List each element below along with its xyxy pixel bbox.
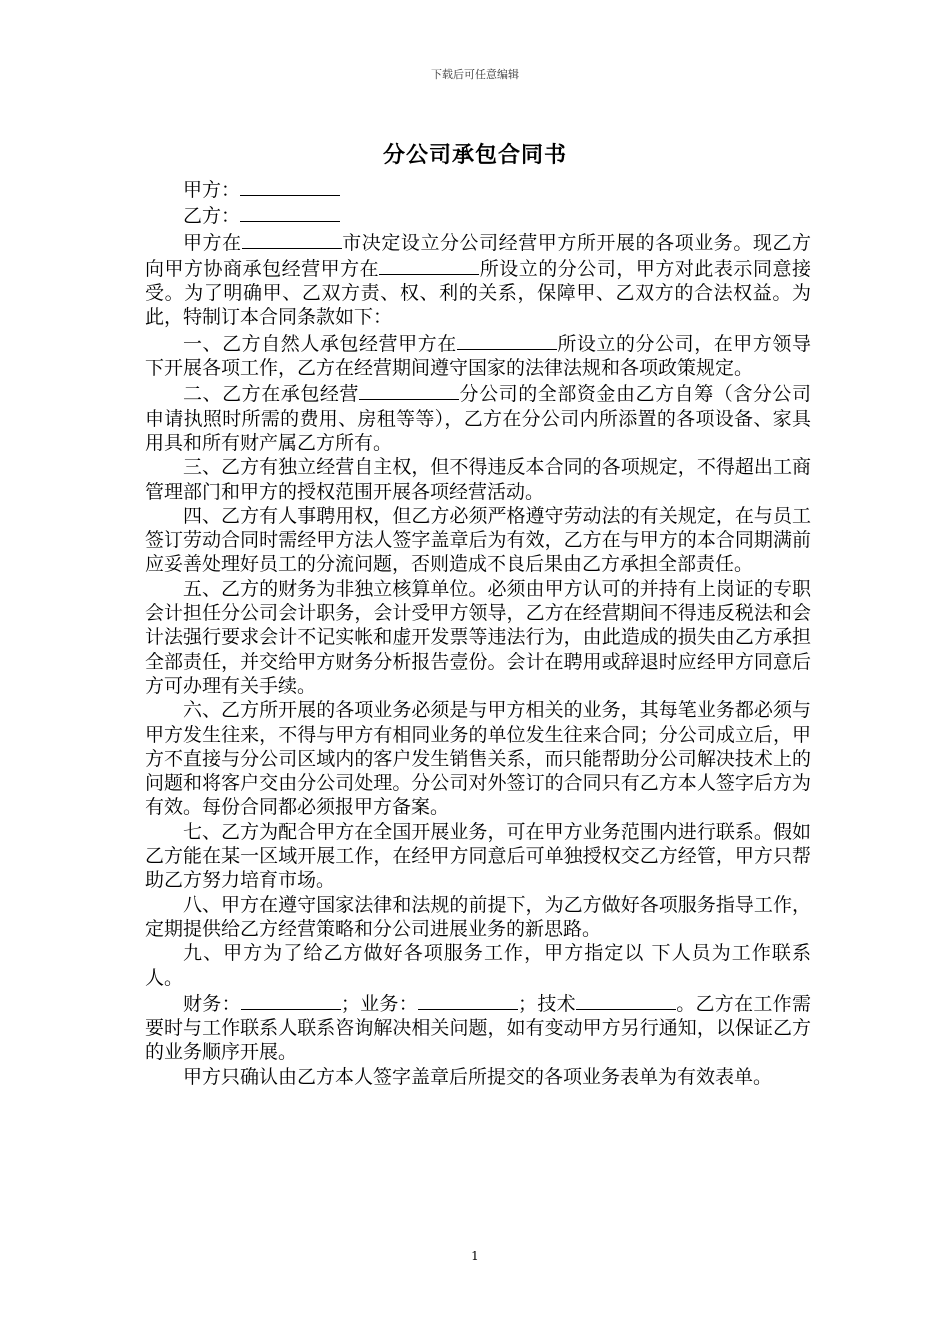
finance-label: 财务： [183,992,241,1015]
clause-6: 六、乙方所开展的各项业务必须是与甲方相关的业务，其每笔业务都必须与甲方发生往来，不得与甲方有相同业务的单位发生往来合同；分公司成立后，甲方不直接与分公司区域内的客户发生销售关系，而只能帮助分公司解决技术上的问题和将客户交由分公司处理。分公司对外签订的合同只有乙方本人签字后方为有效。每份合同都必须报甲方备案。 [145,699,811,819]
business-label: ；业务： [340,992,419,1015]
intro-paragraph [145,229,811,330]
intro-text-1: 甲方在 [183,231,242,254]
clause-2-text-1: 二、乙方在承包经营 [183,383,359,406]
clause-1-text-2: 所设立的分公司，在甲方领导下开展各项工作，乙方在经营期间遵守国家的法律法规和各项政策规定。 [145,332,811,380]
clause-8: 八、甲方在遵守国家法律和法规的前提下，为乙方做好各项服务指导工作，定期提供给乙方经营策略和分公司进展业务的新思路。 [145,893,811,940]
party-a-label: 甲方： [183,179,241,201]
intro-text-2: 市决定设立分公司经营甲方所开展的各项业务。现乙方向甲方协商承包经营甲方在 [145,231,811,280]
party-b-blank [240,202,340,222]
contacts-text: 。乙方在工作需要时与工作联系人联系咨询解决相关问题，如有变动甲方另行通知，以保证乙方的业务顺序开展。 [145,992,811,1064]
technical-label: ；技术 [518,992,576,1015]
clause-1 [145,330,811,381]
page-number: 1 [471,1249,479,1263]
clause-7: 七、乙方为配合甲方在全国开展业务，可在甲方业务范围内进行联系。假如乙方能在某一区域开展工作，在经甲方同意后可单独授权交乙方经管，甲方只帮助乙方努力培育市场。 [145,820,811,892]
clause-1-text-1: 一、乙方自然人承包经营甲方在 [183,332,457,355]
clause-2-text-2: 分公司的全部资金由乙方自筹（含分公司申请执照时所需的费用、房租等等），乙方在分公司内所添置的各项设备、家具用具和所有财产属乙方所有。 [145,383,811,454]
contract-body [145,176,811,1089]
party-a-blank [240,176,340,196]
clause-5: 五、乙方的财务为非独立核算单位。必须由甲方认可的并持有上岗证的专职会计担任分公司会计职务，会计受甲方领导，乙方在经营期间不得违反税法和会计法强行要求会计不记实帐和虚开发票等违法行为，由此造成的损失由乙方承担全部责任，并交给甲方财务分析报告壹份。会计在聘用或辞退时应经甲方同意后方可办理有关手续。 [145,577,811,697]
clause-2-blank [359,380,459,400]
party-b-label: 乙方： [183,205,241,228]
clause-2 [145,380,811,455]
clause-9: 九、甲方为了给乙方做好各项服务工作，甲方指定以 下人员为工作联系人。 [145,942,811,989]
party-a-line [145,176,811,202]
intro-text-3: 所设立的分公司，甲方对此表示同意接受。为了明确甲、乙双方责、权、利的关系，保障甲、乙双方的合法权益。为此，特制订本合同条款如下： [145,257,811,329]
business-blank [418,990,518,1010]
closing-paragraph: 甲方只确认由乙方本人签字盖章后所提交的各项业务表单为有效表单。 [183,1065,773,1088]
location-blank [379,255,479,275]
contacts-paragraph [145,990,811,1065]
finance-blank [241,990,341,1010]
clause-3: 三、乙方有独立经营自主权，但不得违反本合同的各项规定，不得超出工商管理部门和甲方的授权范围开展各项经营活动。 [145,456,811,503]
clause-4: 四、乙方有人事聘用权，但乙方必须严格遵守劳动法的有关规定，在与员工签订劳动合同时需经甲方法人签字盖章后为有效，乙方在与甲方的本合同期满前应妥善处理好员工的分流问题，否则造成不良后果由乙方承担全部责任。 [145,504,811,576]
technical-blank [576,990,676,1010]
document-title: 分公司承包合同书 [382,143,567,168]
header-note: 下载后可任意编辑 [431,68,519,81]
city-blank [242,229,342,249]
party-b-line [145,202,811,228]
clause-1-blank [457,330,557,350]
